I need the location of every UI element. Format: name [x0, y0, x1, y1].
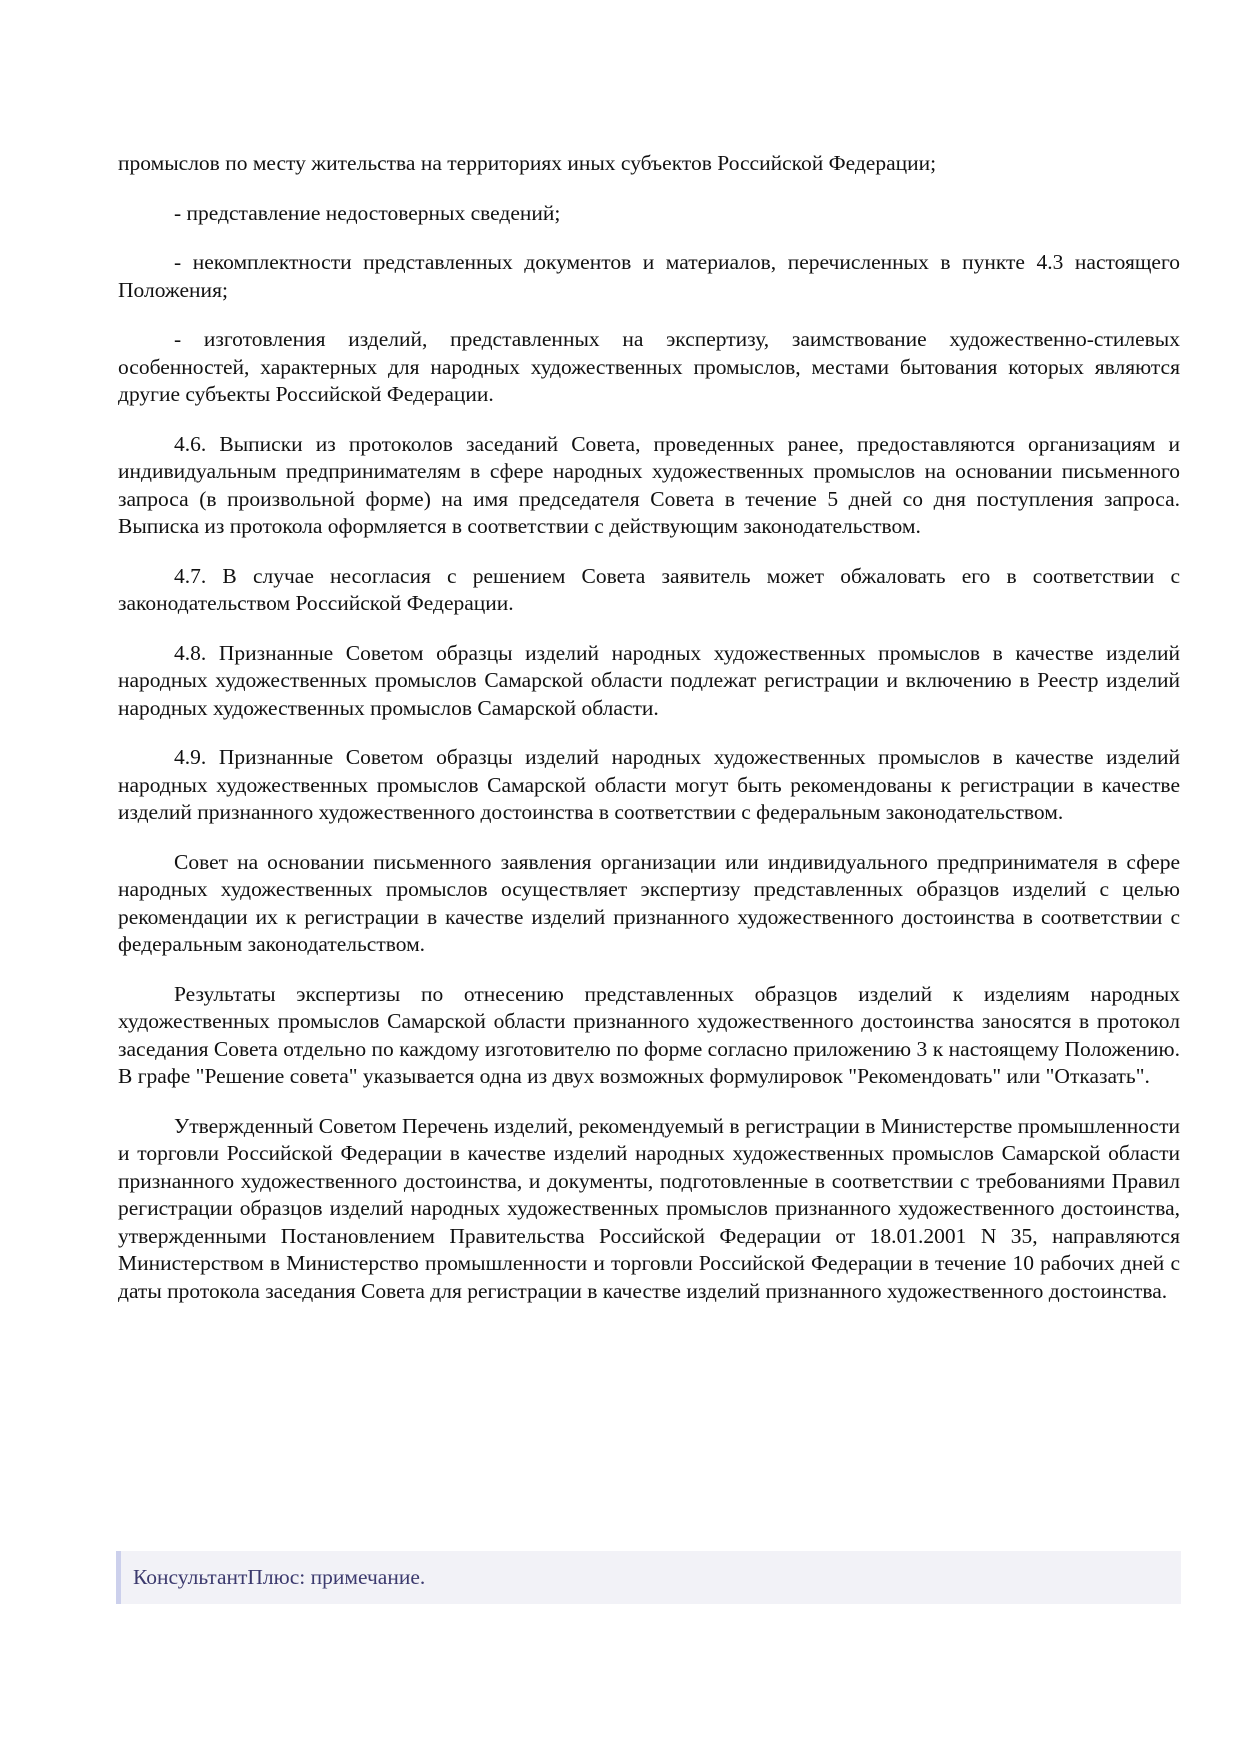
consultant-note-box[interactable] — [116, 1551, 1181, 1604]
document-body — [118, 150, 1180, 1327]
paragraph-4-9: 4.9. Признанные Советом образцы изделий народных художественных промыслов в качестве изделий народных художественных промыслов Самарской области могут быть рекомендованы к регистрации в качестве изделий признанного художественного достоинства в соответствии с федеральным законодательством. — [118, 745, 1180, 824]
paragraph-false-info: - представление недостоверных сведений; — [174, 200, 561, 225]
paragraph-continuation: промыслов по месту жительства на территориях иных субъектов Российской Федерации; — [118, 151, 937, 175]
paragraph-incomplete-documents: - некомплектности представленных документов и материалов, перечисленных в пункте 4.3 настоящего Положения; — [118, 250, 1180, 302]
paragraph-4-7: 4.7. В случае несогласия с решением Совета заявитель может обжаловать его в соответствии с законодательством Российской Федерации. — [118, 563, 1180, 615]
paragraph-style-borrowing: - изготовления изделий, представленных на экспертизу, заимствование художественно-стилевых особенностей, характерных для народных художественных промыслов, местами бытования которых являются другие субъекты Российской Федерации. — [118, 327, 1180, 406]
paragraph-council-expertise: Совет на основании письменного заявления организации или индивидуального предпринимателя в сфере народных художественных промыслов осуществляет экспертизу представленных образцов изделий с целью рекомендации их к регистрации в качестве изделий признанного художественного достоинства в соответствии с федеральным законодательством. — [118, 849, 1180, 956]
paragraph-approved-list: Утвержденный Советом Перечень изделий, рекомендуемый в регистрации в Министерстве промышленности и торговли Российской Федерации в качестве изделий народных художественных промыслов Самарской области признанного художественного достоинства, и документы, подготовленные в соответствии с требованиями Правил регистрации образцов изделий народных художественных промыслов признанного художественного достоинства, утвержденными Постановлением Правительства Российской Федерации от 18.01.2001 N 35, направляются Министерством в Министерство промышленности и торговли Российской Федерации в течение 10 рабочих дней с даты протокола заседания Совета для регистрации в качестве изделий признанного художественного достоинства. — [118, 1113, 1180, 1303]
paragraph-4-8: 4.8. Признанные Советом образцы изделий народных художественных промыслов в качестве изделий народных художественных промыслов Самарской области подлежат регистрации и включению в Реестр изделий народных художественных промыслов Самарской области. — [118, 640, 1180, 720]
paragraph-4-6: 4.6. Выписки из протоколов заседаний Совета, проведенных ранее, предоставляются организациям и индивидуальным предпринимателям в сфере народных художественных промыслов на основании письменного запроса (в произвольной форме) на имя председателя Совета в течение 5 дней со дня поступления запроса. Выписка из протокола оформляется в соответствии с действующим законодательством. — [118, 431, 1180, 538]
consultant-note-label[interactable]: КонсультантПлюс: примечание. — [133, 1565, 426, 1589]
paragraph-expertise-results: Результаты экспертизы по отнесению представленных образцов изделий к изделиям народных художественных промыслов Самарской области признанного художественного достоинства заносятся в протокол заседания Совета отдельно по каждому изготовителю по форме согласно приложению 3 к настоящему Положению. В графе "Решение совета" указывается одна из двух возможных формулировок "Рекомендовать" или "Отказать". — [118, 981, 1180, 1088]
